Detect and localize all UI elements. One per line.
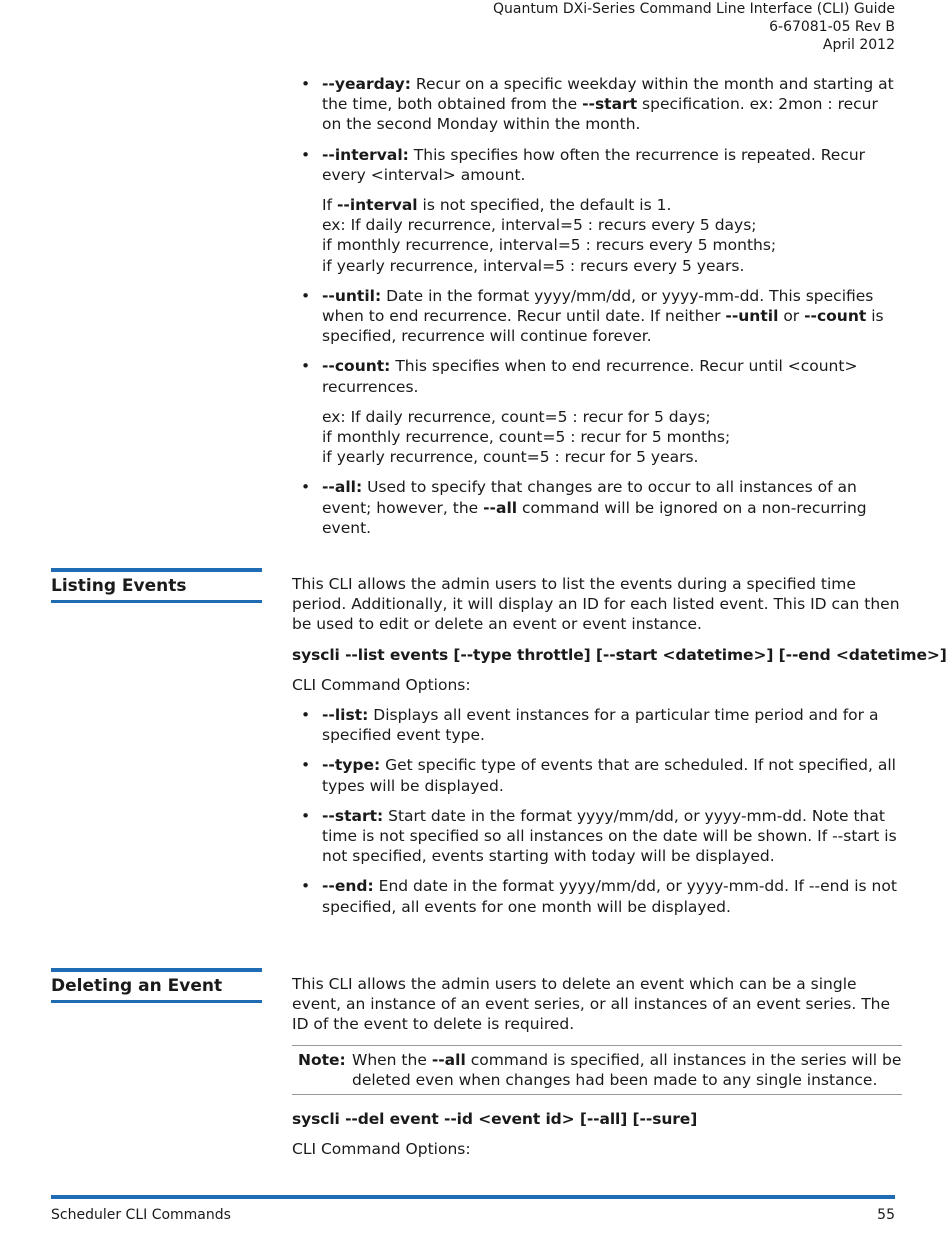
bullet-icon: •	[301, 75, 311, 93]
note-box	[292, 1045, 902, 1095]
note-text: When the --all command is specified, all instances in the series will be deleted even when changes had been made to any single instance.	[352, 1050, 902, 1089]
doc-date: April 2012	[822, 37, 895, 53]
list-item: • --until: Date in the format yyyy/mm/dd, or yyyy-mm-dd. This specifies when to end recurrence. Recur until date. If neither --until or --count is specified, recurrence will continue forever.	[301, 286, 884, 346]
bullet-icon: •	[301, 756, 311, 775]
heading-rule	[51, 600, 262, 603]
list-item: • --yearday: Recur on a specific weekday within the month and starting at the time, both obtained from the --start specification. ex: 2mon : recur on the second Monday within the month.	[301, 75, 894, 134]
listing-intro: This CLI allows the admin users to list the events during a specified time period. Additionally, it will display an ID for each listed event. This ID can then be used to edit or delete an event or event instance.	[292, 575, 900, 634]
options-label: CLI Command Options:	[292, 1140, 471, 1159]
footer-rule	[51, 1195, 895, 1199]
bullet-icon: •	[301, 706, 311, 725]
footer-section-name: Scheduler CLI Commands	[51, 1207, 231, 1223]
list-item: • --interval: This specifies how often the recurrence is repeated. Recur every <interval> amount. If --interval is not specified, the default is 1. ex: If daily recurrence, interval=5 : recurs every 5 days; if monthly recurrence, interval=5 : recurs every 5 months; if yearly recurrence, interval=5 : recurs every 5 years.	[301, 145, 866, 275]
option-list	[292, 74, 902, 538]
bullet-icon: •	[301, 286, 311, 305]
section-title: Deleting an Event	[51, 976, 223, 996]
options-label: CLI Command Options:	[292, 675, 471, 694]
doc-title: Quantum DXi-Series Command Line Interface (CLI) Guide	[493, 1, 895, 17]
top-options	[292, 74, 902, 548]
page-number: 55	[877, 1207, 895, 1223]
deleting-command: syscli --del event --id <event id> [--all] [--sure]	[292, 1110, 698, 1129]
list-item: • --all: Used to specify that changes are to occur to all instances of an event; however, the --all command will be ignored on a non-recurring event.	[301, 478, 867, 537]
bullet-icon: •	[301, 478, 311, 497]
bullet-icon: •	[301, 357, 311, 376]
list-item: • --end: End date in the format yyyy/mm/dd, or yyyy-mm-dd. If --end is not specified, all events for one month will be displayed.	[301, 877, 897, 916]
section-heading-listing	[51, 568, 262, 603]
section-title: Listing Events	[51, 576, 187, 596]
bullet-icon: •	[301, 806, 311, 825]
deleting-body	[292, 974, 902, 1169]
list-item: • --type: Get specific type of events that are scheduled. If not specified, all types will be displayed.	[301, 756, 896, 795]
bullet-icon: •	[301, 877, 311, 896]
list-item: • --start: Start date in the format yyyy/mm/dd, or yyyy-mm-dd. Note that time is not specified so all instances on the date will be shown. If --start is not specified, events starting with today will be displayed.	[301, 806, 897, 866]
list-item: • --list: Displays all event instances for a particular time period and for a specified event type.	[301, 706, 879, 745]
listing-body	[292, 574, 947, 927]
doc-number: 6-67081-05 Rev B	[769, 19, 895, 35]
note-label: Note:	[298, 1050, 346, 1069]
bullet-icon: •	[301, 145, 311, 164]
list-item: • --count: This specifies when to end recurrence. Recur until <count> recurrences. ex: If daily recurrence, count=5 : recur for 5 days; if monthly recurrence, count=5 : recur for 5 months; if yearly recurrence, count=5 : recur for 5 years.	[301, 357, 858, 467]
page-header	[493, 0, 895, 54]
listing-command: syscli --list events [--type throttle] [--start <datetime>] [--end <datetime>]	[292, 645, 947, 664]
deleting-intro: This CLI allows the admin users to delete an event which can be a single event, an instance of an event series, or all instances of an event series. The ID of the event to delete is required.	[292, 975, 891, 1034]
section-heading-deleting	[51, 968, 262, 1003]
heading-rule	[51, 1000, 262, 1003]
option-list	[292, 705, 902, 917]
